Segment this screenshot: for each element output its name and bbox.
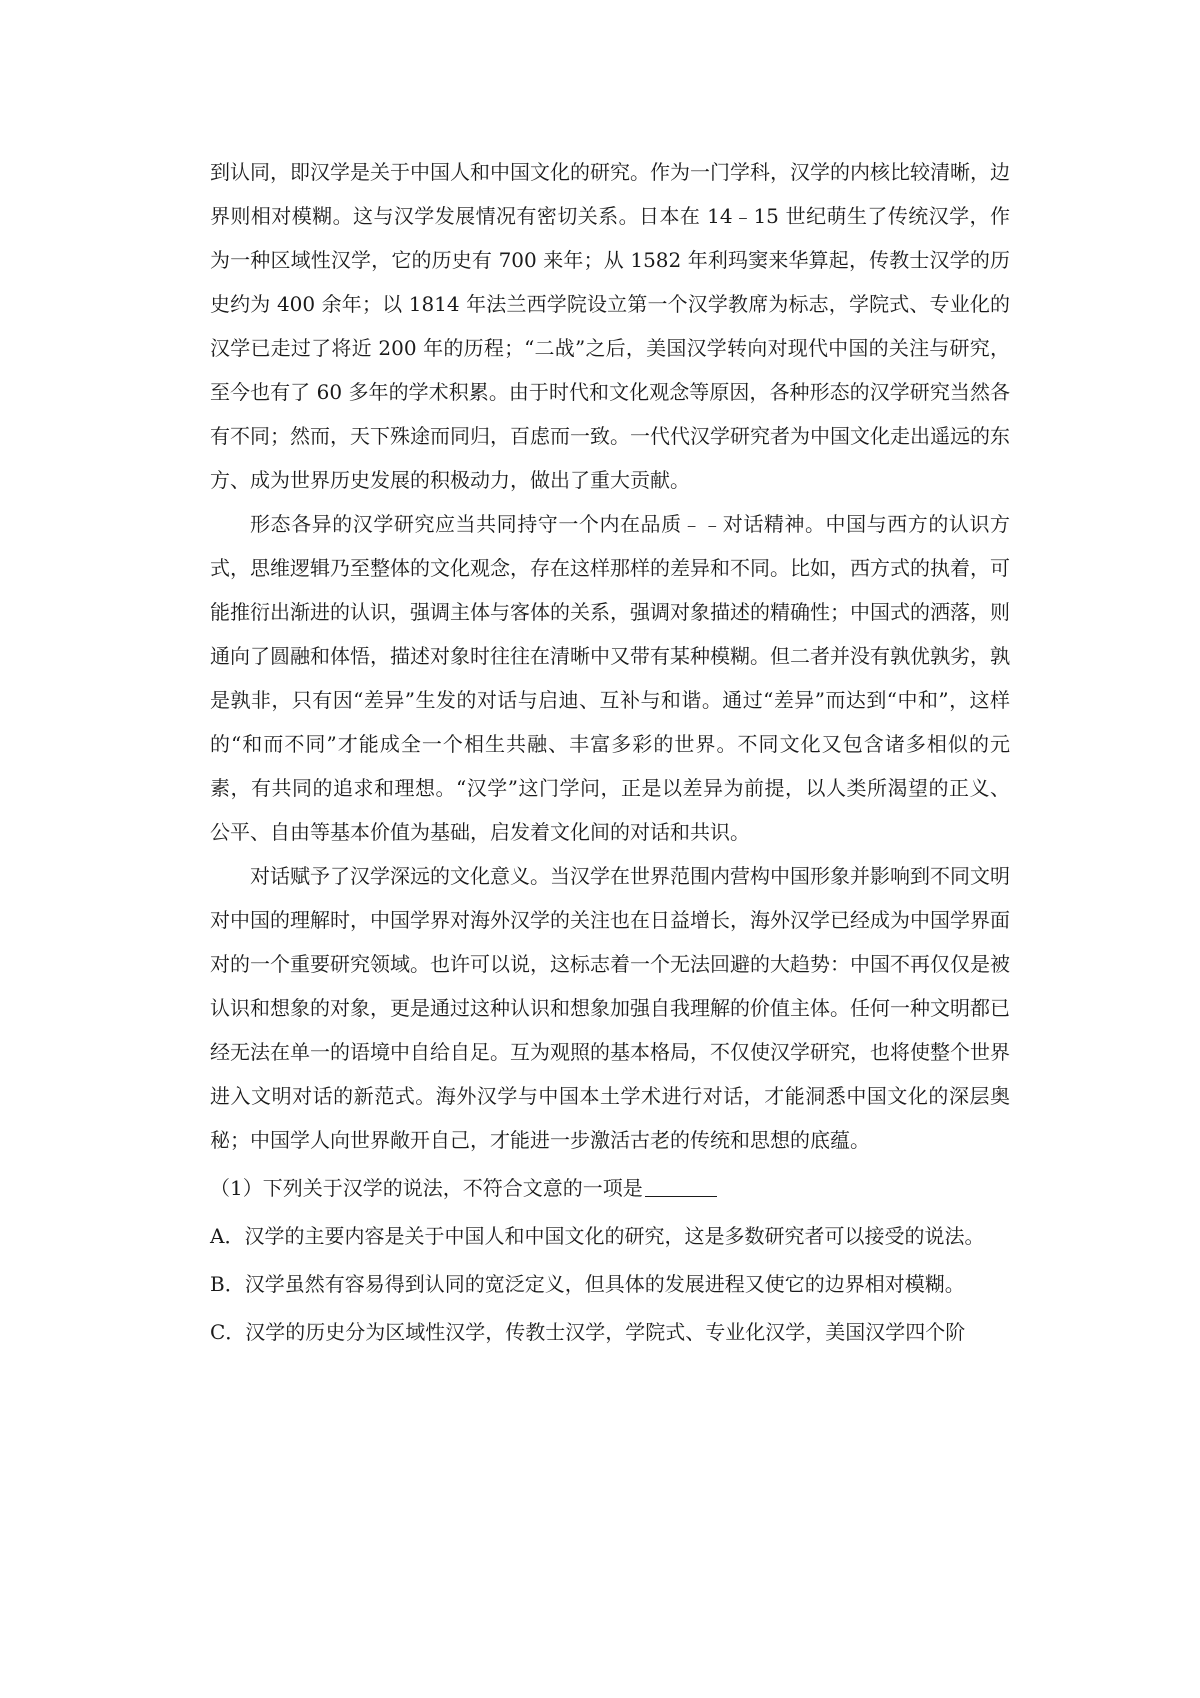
option-a: A．汉学的主要内容是关于中国人和中国文化的研究，这是多数研究者可以接受的说法。 xyxy=(210,1224,985,1248)
option-b: B．汉学虽然有容易得到认同的宽泛定义，但具体的发展进程又使它的边界相对模糊。 xyxy=(210,1272,965,1296)
question-1-text: （1）下列关于汉学的说法，不符合文意的一项是 xyxy=(210,1176,643,1200)
document-body xyxy=(210,150,1010,1354)
paragraph-1: 到认同，即汉学是关于中国人和中国文化的研究。作为一门学科，汉学的内核比较清晰，边界则相对模糊。这与汉学发展情况有密切关系。日本在 14﹣15 世纪萌生了传统汉学，作为一种区域性汉学，它的历史有 700 来年；从 1582 年利玛窦来华算起，传教士汉学的历史约为 400 余年；以 1814 年法兰西学院设立第一个汉学教席为标志，学院式、专业化的汉学已走过了将近 200 年的历程；“二战”之后，美国汉学转向对现代中国的关注与研究，至今也有了 60 多年的学术积累。由于时代和文化观念等原因，各种形态的汉学研究当然各有不同；然而，天下殊途而同归，百虑而一致。一代代汉学研究者为中国文化走出遥远的东方、成为世界历史发展的积极动力，做出了重大贡献。 xyxy=(210,160,1010,492)
paragraph-3: 对话赋予了汉学深远的文化意义。当汉学在世界范围内营构中国形象并影响到不同文明对中国的理解时，中国学界对海外汉学的关注也在日益增长，海外汉学已经成为中国学界面对的一个重要研究领域。也许可以说，这标志着一个无法回避的大趋势：中国不再仅仅是被认识和想象的对象，更是通过这种认识和想象加强自我理解的价值主体。任何一种文明都已经无法在单一的语境中自给自足。互为观照的基本格局，不仅使汉学研究，也将使整个世界进入文明对话的新范式。海外汉学与中国本土学术进行对话，才能洞悉中国文化的深层奥秘；中国学人向世界敞开自己，才能进一步激活古老的传统和思想的底蕴。 xyxy=(210,864,1010,1152)
paragraph-2: 形态各异的汉学研究应当共同持守一个内在品质﹣﹣对话精神。中国与西方的认识方式，思维逻辑乃至整体的文化观念，存在这样那样的差异和不同。比如，西方式的执着，可能推衍出渐进的认识，强调主体与客体的关系，强调对象描述的精确性；中国式的洒落，则通向了圆融和体悟，描述对象时往往在清晰中又带有某种模糊。但二者并没有孰优孰劣，孰是孰非，只有因“差异”生发的对话与启迪、互补与和谐。通过“差异”而达到“中和”，这样的“和而不同”才能成全一个相生共融、丰富多彩的世界。不同文化又包含诸多相似的元素，有共同的追求和理想。“汉学”这门学问，正是以差异为前提，以人类所渴望的正义、公平、自由等基本价值为基础，启发着文化间的对话和共识。 xyxy=(210,512,1010,844)
question-1 xyxy=(210,1166,1010,1210)
answer-blank xyxy=(645,1176,717,1197)
option-c: C．汉学的历史分为区域性汉学，传教士汉学，学院式、专业化汉学，美国汉学四个阶 xyxy=(210,1320,966,1344)
